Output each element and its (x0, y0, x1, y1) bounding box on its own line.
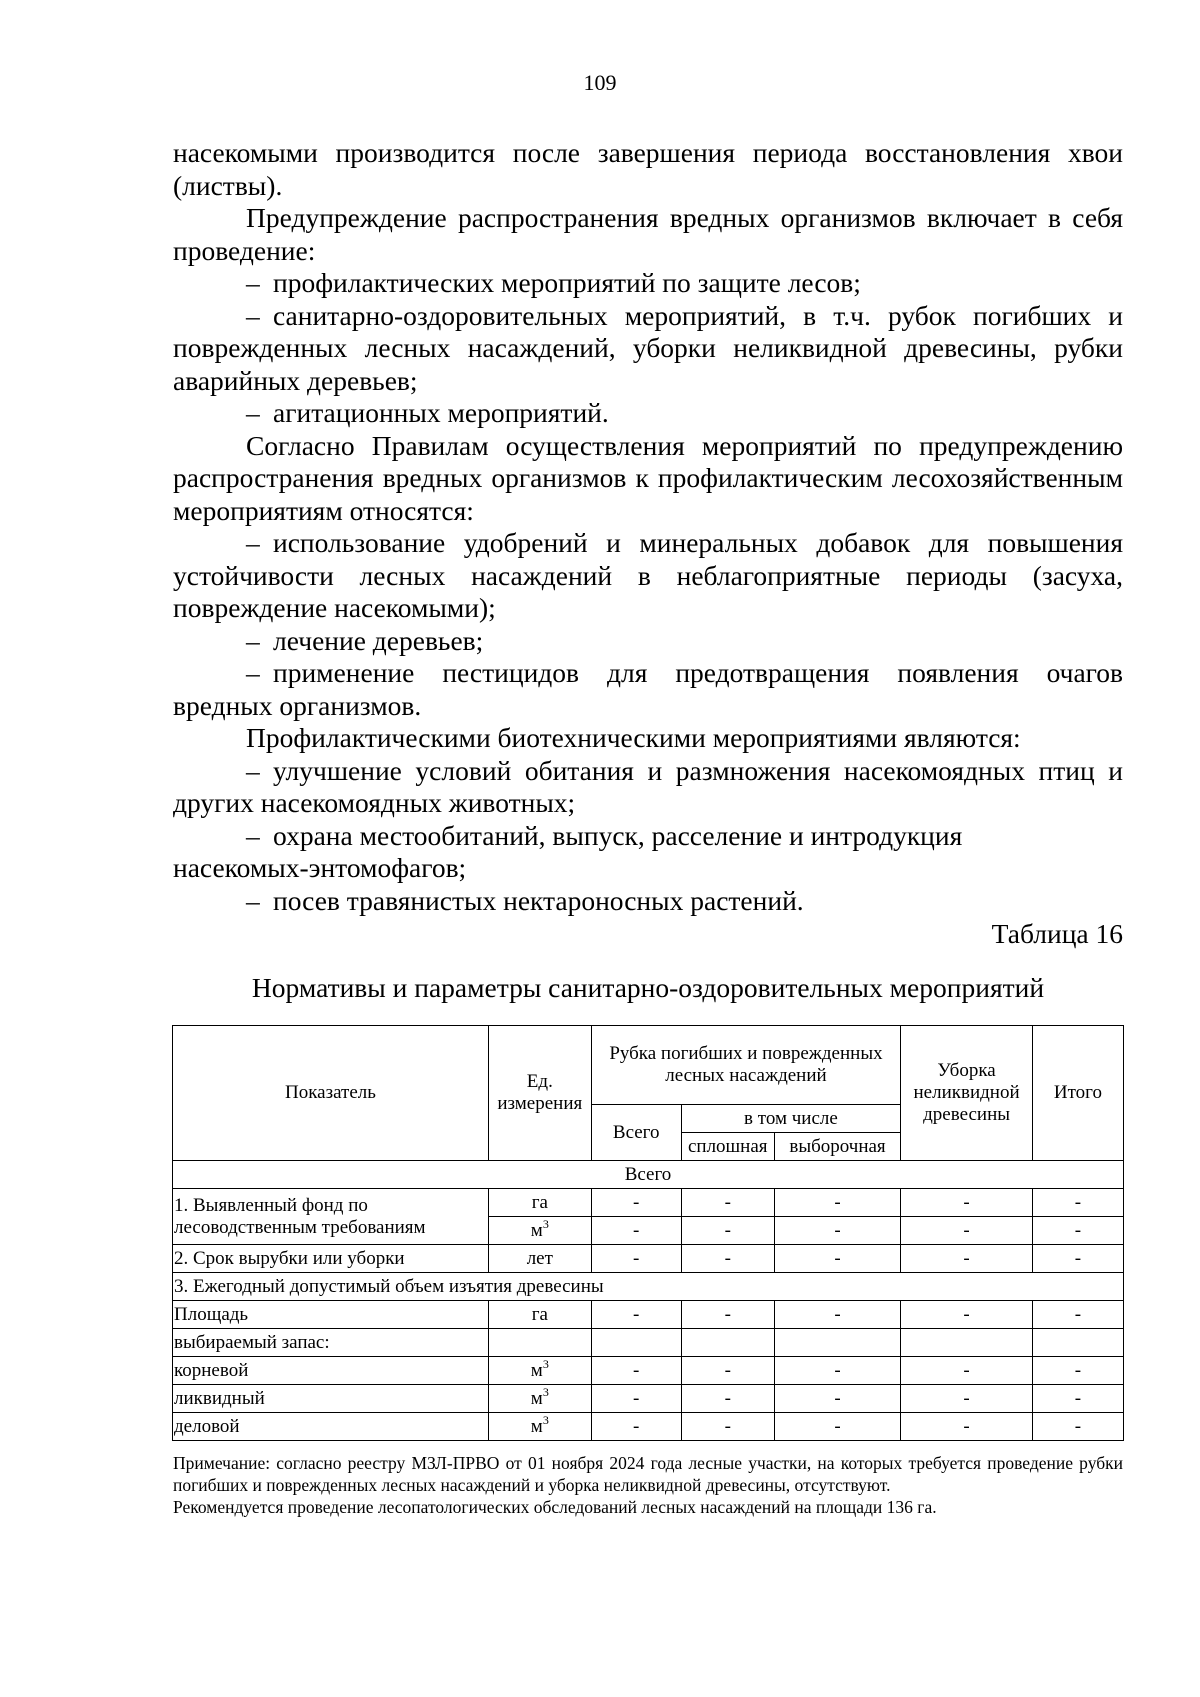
table-cell: - (591, 1385, 681, 1413)
list-item (173, 267, 1123, 300)
section-label: 3. Ежегодный допустимый объем изъятия древесины (173, 1273, 1124, 1301)
section-total: Всего (173, 1161, 1124, 1189)
table-row (173, 1329, 1124, 1357)
table-cell: - (774, 1301, 900, 1329)
table-cell: - (1032, 1413, 1123, 1441)
dash-marker: – (246, 397, 260, 428)
list-item-text: охрана местообитаний, выпуск, расселение и интродукция (273, 819, 963, 851)
unit-exponent: 3 (542, 1384, 549, 1399)
list-item-text: применение пестицидов для предотвращения появления очагов вредных организмов. (173, 657, 1123, 721)
table-cell: - (591, 1217, 681, 1245)
header-selective: выборочная (774, 1133, 900, 1161)
table-cell: - (1032, 1301, 1123, 1329)
table-cell: - (774, 1413, 900, 1441)
table-cell: - (901, 1413, 1033, 1441)
table-cell: - (901, 1189, 1033, 1217)
table-header-row (173, 1026, 1124, 1105)
body-text (173, 137, 1123, 917)
row-unit (488, 1385, 591, 1413)
table-cell: - (681, 1385, 774, 1413)
table-cell: - (681, 1245, 774, 1273)
list-item-text: санитарно-оздоровительных мероприятий, в т.ч. рубок погибших и поврежденных лесных насаждений, уборки неликвидной древесины, рубки аварийных деревьев; (173, 299, 1123, 396)
table-cell: - (774, 1357, 900, 1385)
table-row (173, 1385, 1124, 1413)
table-cell: - (901, 1245, 1033, 1273)
dash-marker: – (246, 267, 260, 298)
header-total: Итого (1032, 1026, 1123, 1161)
table-cell: - (1032, 1245, 1123, 1273)
dash-marker: – (246, 527, 260, 558)
table-cell: - (1032, 1189, 1123, 1217)
table-row (173, 1161, 1124, 1189)
table-cell (681, 1329, 774, 1357)
header-unit: Ед. измерения (488, 1026, 591, 1161)
header-all: Всего (591, 1105, 681, 1161)
table-cell: - (681, 1189, 774, 1217)
table-cell: - (774, 1245, 900, 1273)
table-row (173, 1273, 1124, 1301)
paragraph: насекомыми производится после завершения периода восстановления хвои (листвы). (173, 137, 1123, 201)
row-unit (488, 1217, 591, 1245)
unit-exponent: 3 (542, 1412, 549, 1427)
dash-marker: – (246, 819, 260, 851)
table-cell (488, 1329, 591, 1357)
table-cell: - (774, 1217, 900, 1245)
unit-text: м (530, 1219, 543, 1241)
list-item (173, 300, 1123, 398)
table-row (173, 1357, 1124, 1385)
unit-text: м (530, 1387, 543, 1409)
list-item (173, 820, 1123, 853)
unit-exponent: 3 (542, 1216, 549, 1231)
list-item-text: улучшение условий обитания и размножения насекомоядных птиц и других насекомоядных животных; (173, 754, 1123, 818)
row-unit (488, 1357, 591, 1385)
list-item (173, 755, 1123, 820)
list-item (173, 397, 1123, 430)
note-text: Примечание: согласно реестру МЗЛ-ПРВО от 01 ноября 2024 года лесные участки, на которых требуется проведение рубки погибших и поврежденных лесных насаждений и уборка неликвидной древесины, отсутствуют. (173, 1453, 1123, 1495)
list-item (173, 527, 1123, 625)
table-label: Таблица 16 (991, 918, 1123, 949)
header-clear: сплошная (681, 1133, 774, 1161)
table-title: Нормативы и параметры санитарно-оздоровительных мероприятий (251, 972, 1045, 1003)
page-number: 109 (583, 70, 617, 95)
table-cell: - (901, 1357, 1033, 1385)
table-cell: - (591, 1301, 681, 1329)
list-item (173, 625, 1123, 658)
list-item (173, 885, 1123, 918)
table-cell: - (591, 1245, 681, 1273)
dash-marker: – (246, 884, 260, 916)
norms-table (172, 1025, 1124, 1441)
paragraph: Профилактическими биотехническими мероприятиями являются: (246, 722, 1021, 753)
list-item-text: профилактических мероприятий по защите лесов; (273, 267, 861, 298)
row-label: деловой (173, 1413, 489, 1441)
row-unit (488, 1413, 591, 1441)
row-unit: га (488, 1189, 591, 1217)
table-cell: - (681, 1217, 774, 1245)
dash-marker: – (246, 657, 260, 688)
table-cell: - (1032, 1385, 1123, 1413)
paragraph: Согласно Правилам осуществления мероприятий по предупреждению распространения вредных организмов к профилактическим лесохозяйственным мероприятиям относятся: (173, 429, 1123, 526)
table-cell: - (681, 1301, 774, 1329)
table-cell: - (901, 1385, 1033, 1413)
row-label: 2. Срок вырубки или уборки (173, 1245, 489, 1273)
row-label: корневой (173, 1357, 489, 1385)
table-cell: - (1032, 1217, 1123, 1245)
table-cell: - (591, 1189, 681, 1217)
table-notes (173, 1452, 1123, 1518)
table-cell: - (591, 1357, 681, 1385)
table-cell: - (774, 1385, 900, 1413)
row-label: выбираемый запас: (173, 1329, 489, 1357)
unit-exponent: 3 (542, 1356, 549, 1371)
row-unit: лет (488, 1245, 591, 1273)
table-cell: - (681, 1413, 774, 1441)
row-unit: га (488, 1301, 591, 1329)
row-label: 1. Выявленный фонд по лесоводственным требованиям (173, 1189, 489, 1245)
table-row (173, 1301, 1124, 1329)
table-cell: - (774, 1189, 900, 1217)
header-indicator: Показатель (173, 1026, 489, 1161)
table-cell (901, 1329, 1033, 1357)
note-text: Рекомендуется проведение лесопатологических обследований лесных насаждений на площади 136 га. (173, 1497, 937, 1517)
list-item-continuation: насекомых-энтомофагов; (173, 852, 467, 883)
unit-text: м (530, 1415, 543, 1437)
unit-text: м (530, 1359, 543, 1381)
table-cell (1032, 1329, 1123, 1357)
table-cell (774, 1329, 900, 1357)
list-item-text: лечение деревьев; (273, 624, 484, 656)
header-cleanup: Уборка неликвидной древесины (901, 1026, 1033, 1161)
table-row (173, 1245, 1124, 1273)
list-item-text: агитационных мероприятий. (273, 397, 609, 428)
dash-marker: – (246, 299, 260, 331)
row-label: ликвидный (173, 1385, 489, 1413)
header-felling: Рубка погибших и поврежденных лесных насаждений (591, 1026, 900, 1105)
table-cell: - (681, 1357, 774, 1385)
table-cell: - (591, 1413, 681, 1441)
row-label: Площадь (173, 1301, 489, 1329)
table-cell: - (1032, 1357, 1123, 1385)
table-row (173, 1413, 1124, 1441)
list-item-text: использование удобрений и минеральных добавок для повышения устойчивости лесных насаждений в неблагоприятные периоды (засуха, повреждение насекомыми); (173, 527, 1123, 623)
list-item (173, 657, 1123, 722)
dash-marker: – (246, 754, 260, 786)
paragraph: Предупреждение распространения вредных организмов включает в себя проведение: (173, 202, 1123, 266)
header-including: в том числе (681, 1105, 901, 1133)
dash-marker: – (246, 624, 260, 656)
table-cell (591, 1329, 681, 1357)
list-item-text: посев травянистых нектароносных растений. (273, 884, 804, 916)
table-cell: - (901, 1301, 1033, 1329)
table-cell: - (901, 1217, 1033, 1245)
table-row (173, 1189, 1124, 1217)
